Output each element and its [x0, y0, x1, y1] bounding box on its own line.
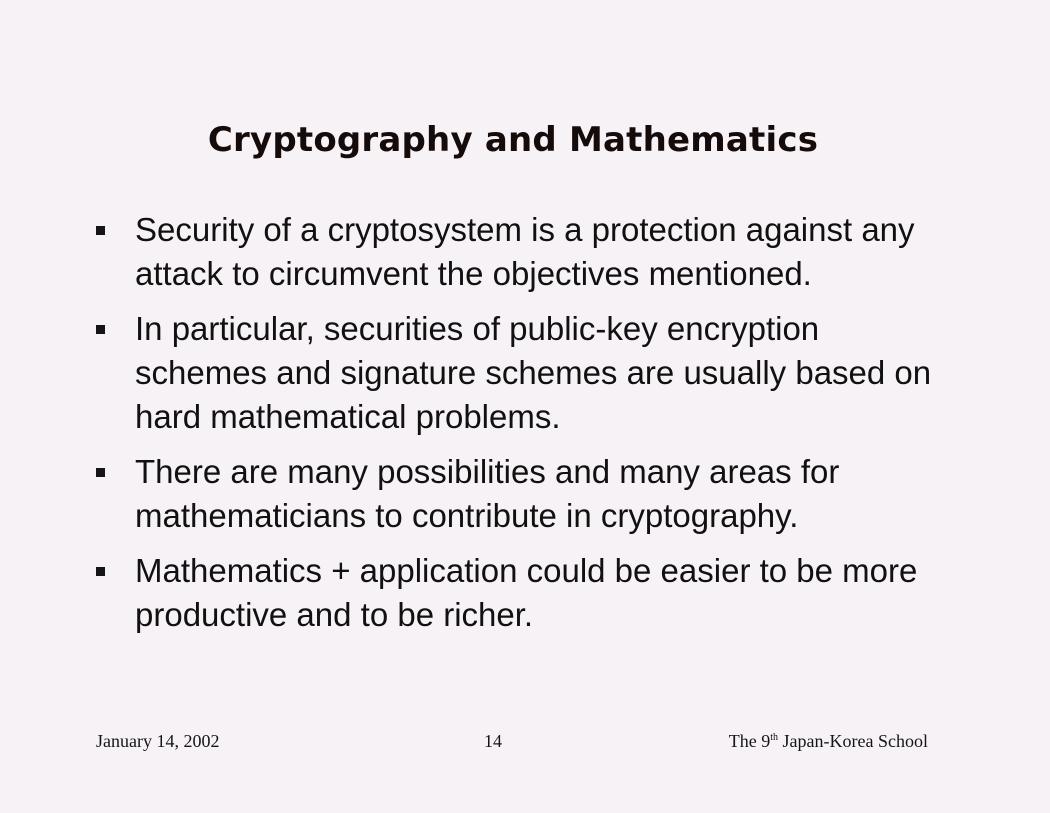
page-number: 14 [484, 731, 502, 751]
bullet-text: There are many possibilities and many areas for mathematicians to contribute in cryptography. [135, 453, 840, 534]
bullet-text: In particular, securities of public-key encryption schemes and signature schemes are usually based on hard mathematical problems. [135, 310, 932, 435]
slide-title: Cryptography and Mathematics [207, 120, 819, 160]
bullet-item [96, 549, 936, 637]
bullet-item [96, 450, 936, 538]
bullet-item [96, 208, 936, 296]
bullet-item [96, 307, 936, 439]
footer-event-name [729, 731, 928, 752]
square-bullet-icon [96, 226, 105, 235]
event-name-prefix: The 9 [728, 731, 771, 751]
footer-date: January 14, 2002 [96, 731, 220, 751]
event-name-superscript: th [770, 732, 779, 743]
square-bullet-icon [96, 567, 105, 576]
square-bullet-icon [96, 468, 105, 477]
square-bullet-icon [96, 325, 105, 334]
bullet-text: Mathematics + application could be easier to be more productive and to be richer. [135, 552, 918, 633]
bullet-text: Security of a cryptosystem is a protection against any attack to circumvent the objectives mentioned. [135, 211, 915, 292]
event-name-suffix: Japan-Korea School [778, 731, 928, 751]
bullet-list [96, 208, 936, 648]
